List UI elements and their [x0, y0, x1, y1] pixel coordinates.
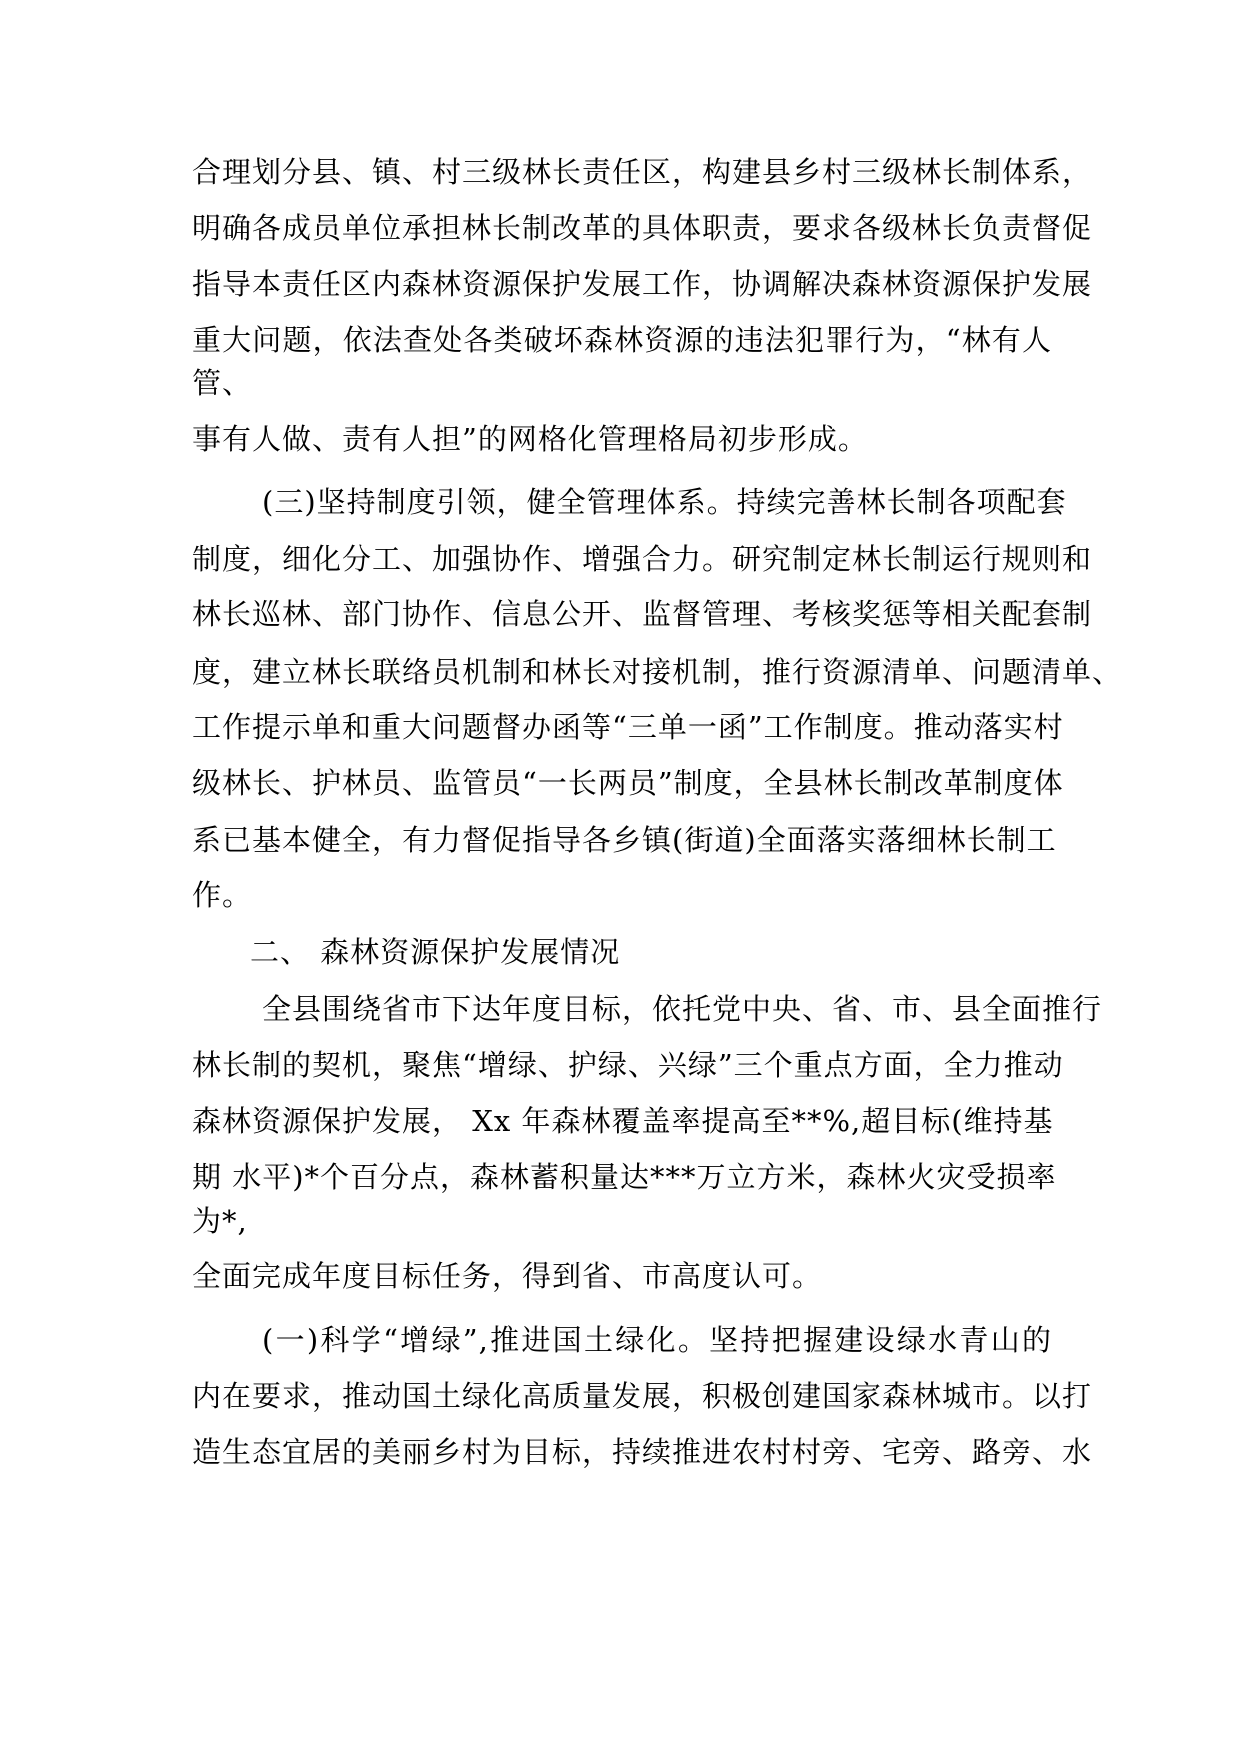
text-line: 明确各成员单位承担林长制改革的具体职责，要求各级林长负责督促: [192, 211, 1093, 245]
text-line: 事有人做、责有人担”的网格化管理格局初步形成。: [192, 422, 868, 456]
text-line: 为*,: [192, 1204, 248, 1238]
text-line: 管、: [192, 366, 253, 400]
text-line: 林长制的契机，聚焦“增绿、护绿、兴绿”三个重点方面，全力推动: [192, 1048, 1064, 1082]
text-line: 内在要求，推动国土绿化高质量发展，积极创建国家森林城市。以打: [192, 1379, 1093, 1413]
text-line: 重大问题，依法查处各类破坏森林资源的违法犯罪行为，“林有人: [192, 323, 1052, 357]
text-line: 度，建立林长联络员机制和林长对接机制，推行资源清单、问题清单、: [192, 655, 1123, 689]
text-line: 制度，细化分工、加强协作、增强合力。研究制定林长制运行规则和: [192, 542, 1093, 576]
text-line: 合理划分县、镇、村三级林长责任区，构建县乡村三级林长制体系，: [192, 155, 1093, 189]
text-line: 全县围绕省市下达年度目标，依托党中央、省、市、县全面推行: [262, 992, 1103, 1026]
section-title: 二、 森林资源保护发展情况: [250, 935, 621, 969]
text-line: 指导本责任区内森林资源保护发展工作，协调解决森林资源保护发展: [192, 267, 1093, 301]
text-line: 作。: [192, 878, 253, 912]
text-line: 森林资源保护发展， Xx 年森林覆盖率提高至**%,超目标(维持基: [192, 1104, 1054, 1138]
text-line: 工作提示单和重大问题督办函等“三单一函”工作制度。推动落实村: [192, 710, 1064, 744]
text-line: 造生态宜居的美丽乡村为目标，持续推进农村村旁、宅旁、路旁、水: [192, 1435, 1093, 1469]
text-line: 林长巡林、部门协作、信息公开、监督管理、考核奖惩等相关配套制: [192, 597, 1093, 631]
text-line: 系已基本健全，有力督促指导各乡镇(街道)全面落实落细林长制工: [192, 823, 1057, 857]
text-line: 期 水平)*个百分点，森林蓄积量达***万立方米，森林火灾受损率: [192, 1160, 1057, 1194]
section-heading-1: (一)科学“增绿”,推进国土绿化。坚持把握建设绿水青山的: [262, 1323, 1052, 1357]
text-line: 级林长、护林员、监管员“一长两员”制度，全县林长制改革制度体: [192, 766, 1064, 800]
section-heading-3: (三)坚持制度引领，健全管理体系。持续完善林长制各项配套: [262, 485, 1067, 519]
text-line: 全面完成年度目标任务，得到省、市高度认可。: [192, 1259, 823, 1293]
